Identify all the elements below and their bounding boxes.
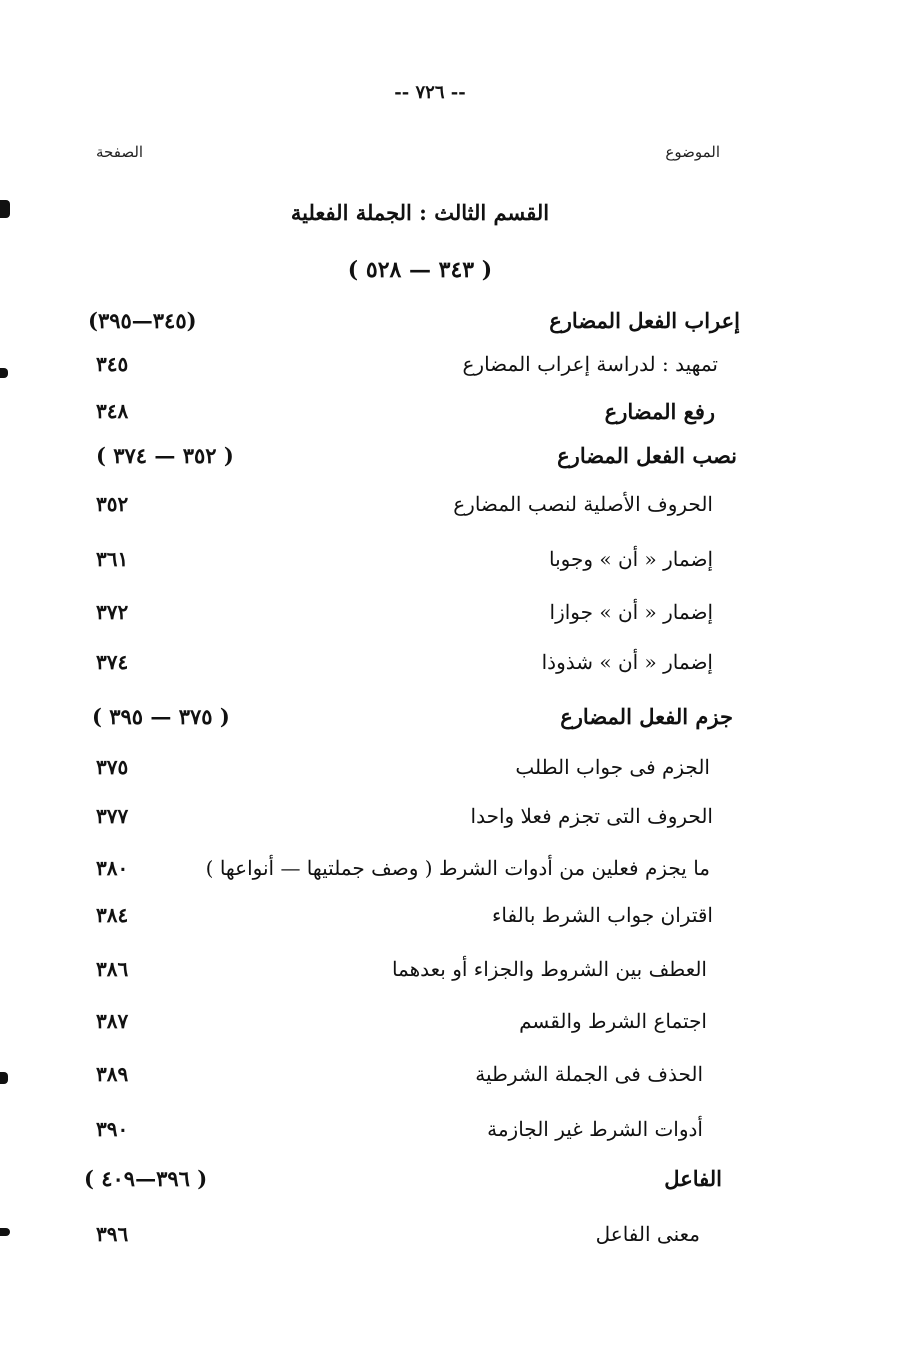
toc-entry — [0, 1009, 915, 1049]
toc-entry — [0, 1166, 915, 1206]
toc-page-number: ٣٧٧ — [96, 804, 129, 828]
toc-entry — [0, 804, 915, 844]
subject-column-label: الموضوع — [665, 143, 720, 161]
toc-entry — [0, 600, 915, 640]
toc-entry — [0, 1117, 915, 1157]
toc-subentry-title: معنى الفاعل — [595, 1222, 700, 1246]
toc-entry — [0, 547, 915, 587]
section-title: القسم الثالث : الجملة الفعلية — [290, 200, 550, 225]
toc-entry — [0, 957, 915, 997]
toc-subentry-title: اقتران جواب الشرط بالفاء — [492, 903, 713, 927]
toc-subentry-title: تمهيد : لدراسة إعراب المضارع — [462, 352, 718, 376]
toc-entry — [0, 352, 915, 392]
toc-page-range: ( ٣٥٢ — ٣٧٤ ) — [96, 443, 234, 468]
scan-edge-mark — [0, 1228, 10, 1236]
toc-subentry-title: إضمار « أن » وجوبا — [548, 547, 713, 571]
toc-page-number: ٣٤٥ — [96, 352, 129, 376]
toc-subentry-title: إضمار « أن » شذوذا — [541, 650, 713, 674]
toc-heading-title: رفع المضارع — [604, 399, 715, 424]
toc-page-number: ٣٧٤ — [96, 650, 129, 674]
toc-entry — [0, 650, 915, 690]
toc-page-number: ٣٧٥ — [96, 755, 129, 779]
toc-page-number: ٣٨٦ — [96, 957, 129, 981]
toc-entry — [0, 755, 915, 795]
scan-edge-mark — [0, 1072, 8, 1084]
toc-page-number: ٣٨٧ — [96, 1009, 129, 1033]
toc-heading-title: نصب الفعل المضارع — [557, 443, 737, 468]
toc-page-number: ٣٨٠ — [96, 856, 129, 880]
toc-subentry-title: الحروف الأصلية لنصب المضارع — [453, 492, 713, 516]
toc-entry — [0, 443, 915, 483]
toc-entry — [0, 1062, 915, 1102]
toc-entry — [0, 1222, 915, 1262]
toc-page-number: ٣٤٨ — [96, 399, 129, 423]
scan-edge-mark — [0, 200, 10, 218]
toc-subentry-title: الجزم فى جواب الطلب — [515, 755, 710, 779]
toc-page-number: ٣٧٢ — [96, 600, 129, 624]
toc-entry — [0, 903, 915, 943]
page-number: -- ٧٢٦ -- — [394, 82, 466, 103]
toc-heading-title: الفاعل — [664, 1166, 722, 1191]
toc-entry — [0, 399, 915, 439]
toc-page-range: ( ٣٩٦—٤٠٩ ) — [84, 1166, 208, 1191]
toc-subentry-title: إضمار « أن » جوازا — [549, 600, 713, 624]
toc-subentry-title: العطف بين الشروط والجزاء أو بعدهما — [391, 957, 707, 981]
toc-entry — [0, 704, 915, 744]
toc-subentry-title: اجتماع الشرط والقسم — [519, 1009, 707, 1033]
toc-page-number: ٣٩٦ — [96, 1222, 129, 1246]
toc-page-number: ٣٨٩ — [96, 1062, 129, 1086]
toc-heading-title: إعراب الفعل المضارع — [549, 308, 740, 333]
toc-page-number: ٣٩٠ — [96, 1117, 129, 1141]
toc-subentry-title: ما يجزم فعلين من أدوات الشرط ( وصف جملتيها — أنواعها ) — [205, 856, 710, 880]
toc-entry — [0, 856, 915, 896]
toc-entry — [0, 308, 915, 348]
toc-subentry-title: الحروف التى تجزم فعلا واحدا — [470, 804, 713, 828]
toc-page-range: (٣٤٥—٣٩٥) — [88, 308, 197, 333]
toc-page-range: ( ٣٧٥ — ٣٩٥ ) — [92, 704, 230, 729]
toc-subentry-title: الحذف فى الجملة الشرطية — [475, 1062, 703, 1086]
scan-edge-mark — [0, 368, 8, 378]
toc-subentry-title: أدوات الشرط غير الجازمة — [487, 1117, 703, 1141]
page-column-label: الصفحة — [96, 143, 144, 161]
section-page-range: ( ٣٤٣ — ٥٢٨ ) — [347, 257, 493, 283]
toc-entry — [0, 492, 915, 532]
toc-page-number: ٣٨٤ — [96, 903, 129, 927]
toc-heading-title: جزم الفعل المضارع — [560, 704, 733, 729]
toc-page-number: ٣٥٢ — [96, 492, 129, 516]
toc-page-number: ٣٦١ — [96, 547, 129, 571]
